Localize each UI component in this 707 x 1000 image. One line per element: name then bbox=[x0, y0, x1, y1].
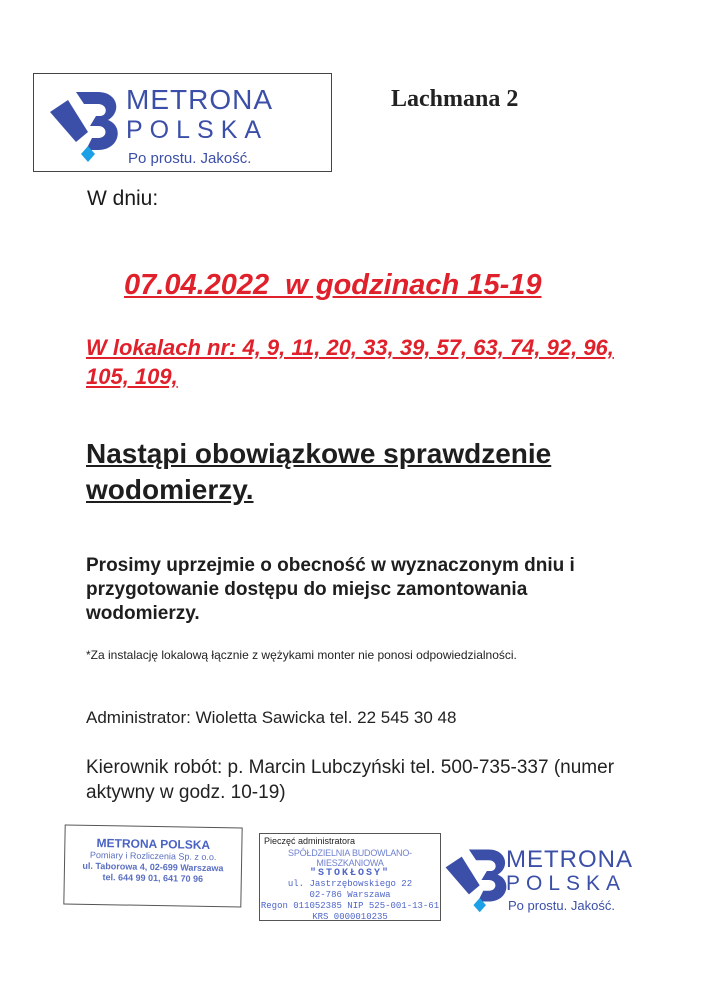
metrona-logo-icon bbox=[442, 844, 512, 916]
inspection-date: 07.04.2022 w godzinach 15-19 bbox=[124, 269, 542, 301]
stamp-coop-title: "STOKŁOSY" bbox=[309, 868, 390, 879]
building-address: Lachmana 2 bbox=[391, 86, 519, 112]
stamp-title: METRONA POLSKA bbox=[96, 836, 211, 852]
administrator-stamp bbox=[259, 833, 441, 921]
site-manager-contact: Kierownik robót: p. Marcin Lubczyński tel. 500-735-337 (numer aktywny w godz. 10-19) bbox=[86, 757, 615, 803]
brand-country: POLSKA bbox=[126, 116, 269, 144]
brand-name: METRONA bbox=[126, 84, 273, 115]
metrona-logo-icon bbox=[46, 86, 124, 166]
stamp-coop-name: SPÓŁDZIELNIA BUDOWLANO-MIESZKANIOWA bbox=[288, 848, 412, 868]
brand-tagline: Po prostu. Jakość. bbox=[128, 150, 252, 167]
date-intro: W dniu: bbox=[87, 187, 159, 210]
stamp-line: ul. Jastrzębowskiego 22 bbox=[287, 879, 413, 889]
metrona-company-stamp bbox=[63, 824, 242, 907]
stamp-line: ul. Taborowa 4, 02-699 Warszawa bbox=[82, 860, 224, 874]
stamp-line: KRS 0000010235 bbox=[312, 912, 388, 922]
header-logo-box bbox=[33, 73, 332, 172]
administrator-contact: Administrator: Wioletta Sawicka tel. 22 545 30 48 bbox=[86, 708, 457, 727]
stamp-line: Pomiary i Rozliczenia Sp. z o.o. bbox=[89, 849, 217, 863]
stamp-line: Regon 011052385 NIP 525-001-13-61 bbox=[260, 901, 440, 911]
footer-logo bbox=[442, 838, 662, 918]
stamp-line: tel. 644 99 01, 641 70 96 bbox=[102, 872, 204, 884]
stamp-label: Pieczęć administratora bbox=[264, 836, 356, 846]
disclaimer-note: *Za instalację lokalową łącznie z wężykami monter nie ponosi odpowiedzialności. bbox=[86, 648, 517, 662]
notice-headline: Nastąpi obowiązkowe sprawdzenie wodomierzy. bbox=[86, 438, 552, 505]
stamp-line: 02-786 Warszawa bbox=[309, 890, 391, 900]
brand-country: POLSKA bbox=[506, 872, 627, 895]
brand-name: METRONA bbox=[506, 846, 633, 873]
brand-tagline: Po prostu. Jakość. bbox=[508, 898, 615, 913]
request-text: Prosimy uprzejmie o obecność w wyznaczonym dniu i przygotowanie dostępu do miejsc zamontowania wodomierzy. bbox=[86, 555, 575, 624]
apartment-numbers: W lokalach nr: 4, 9, 11, 20, 33, 39, 57, 63, 74, 92, 96, 105, 109, bbox=[86, 335, 614, 389]
